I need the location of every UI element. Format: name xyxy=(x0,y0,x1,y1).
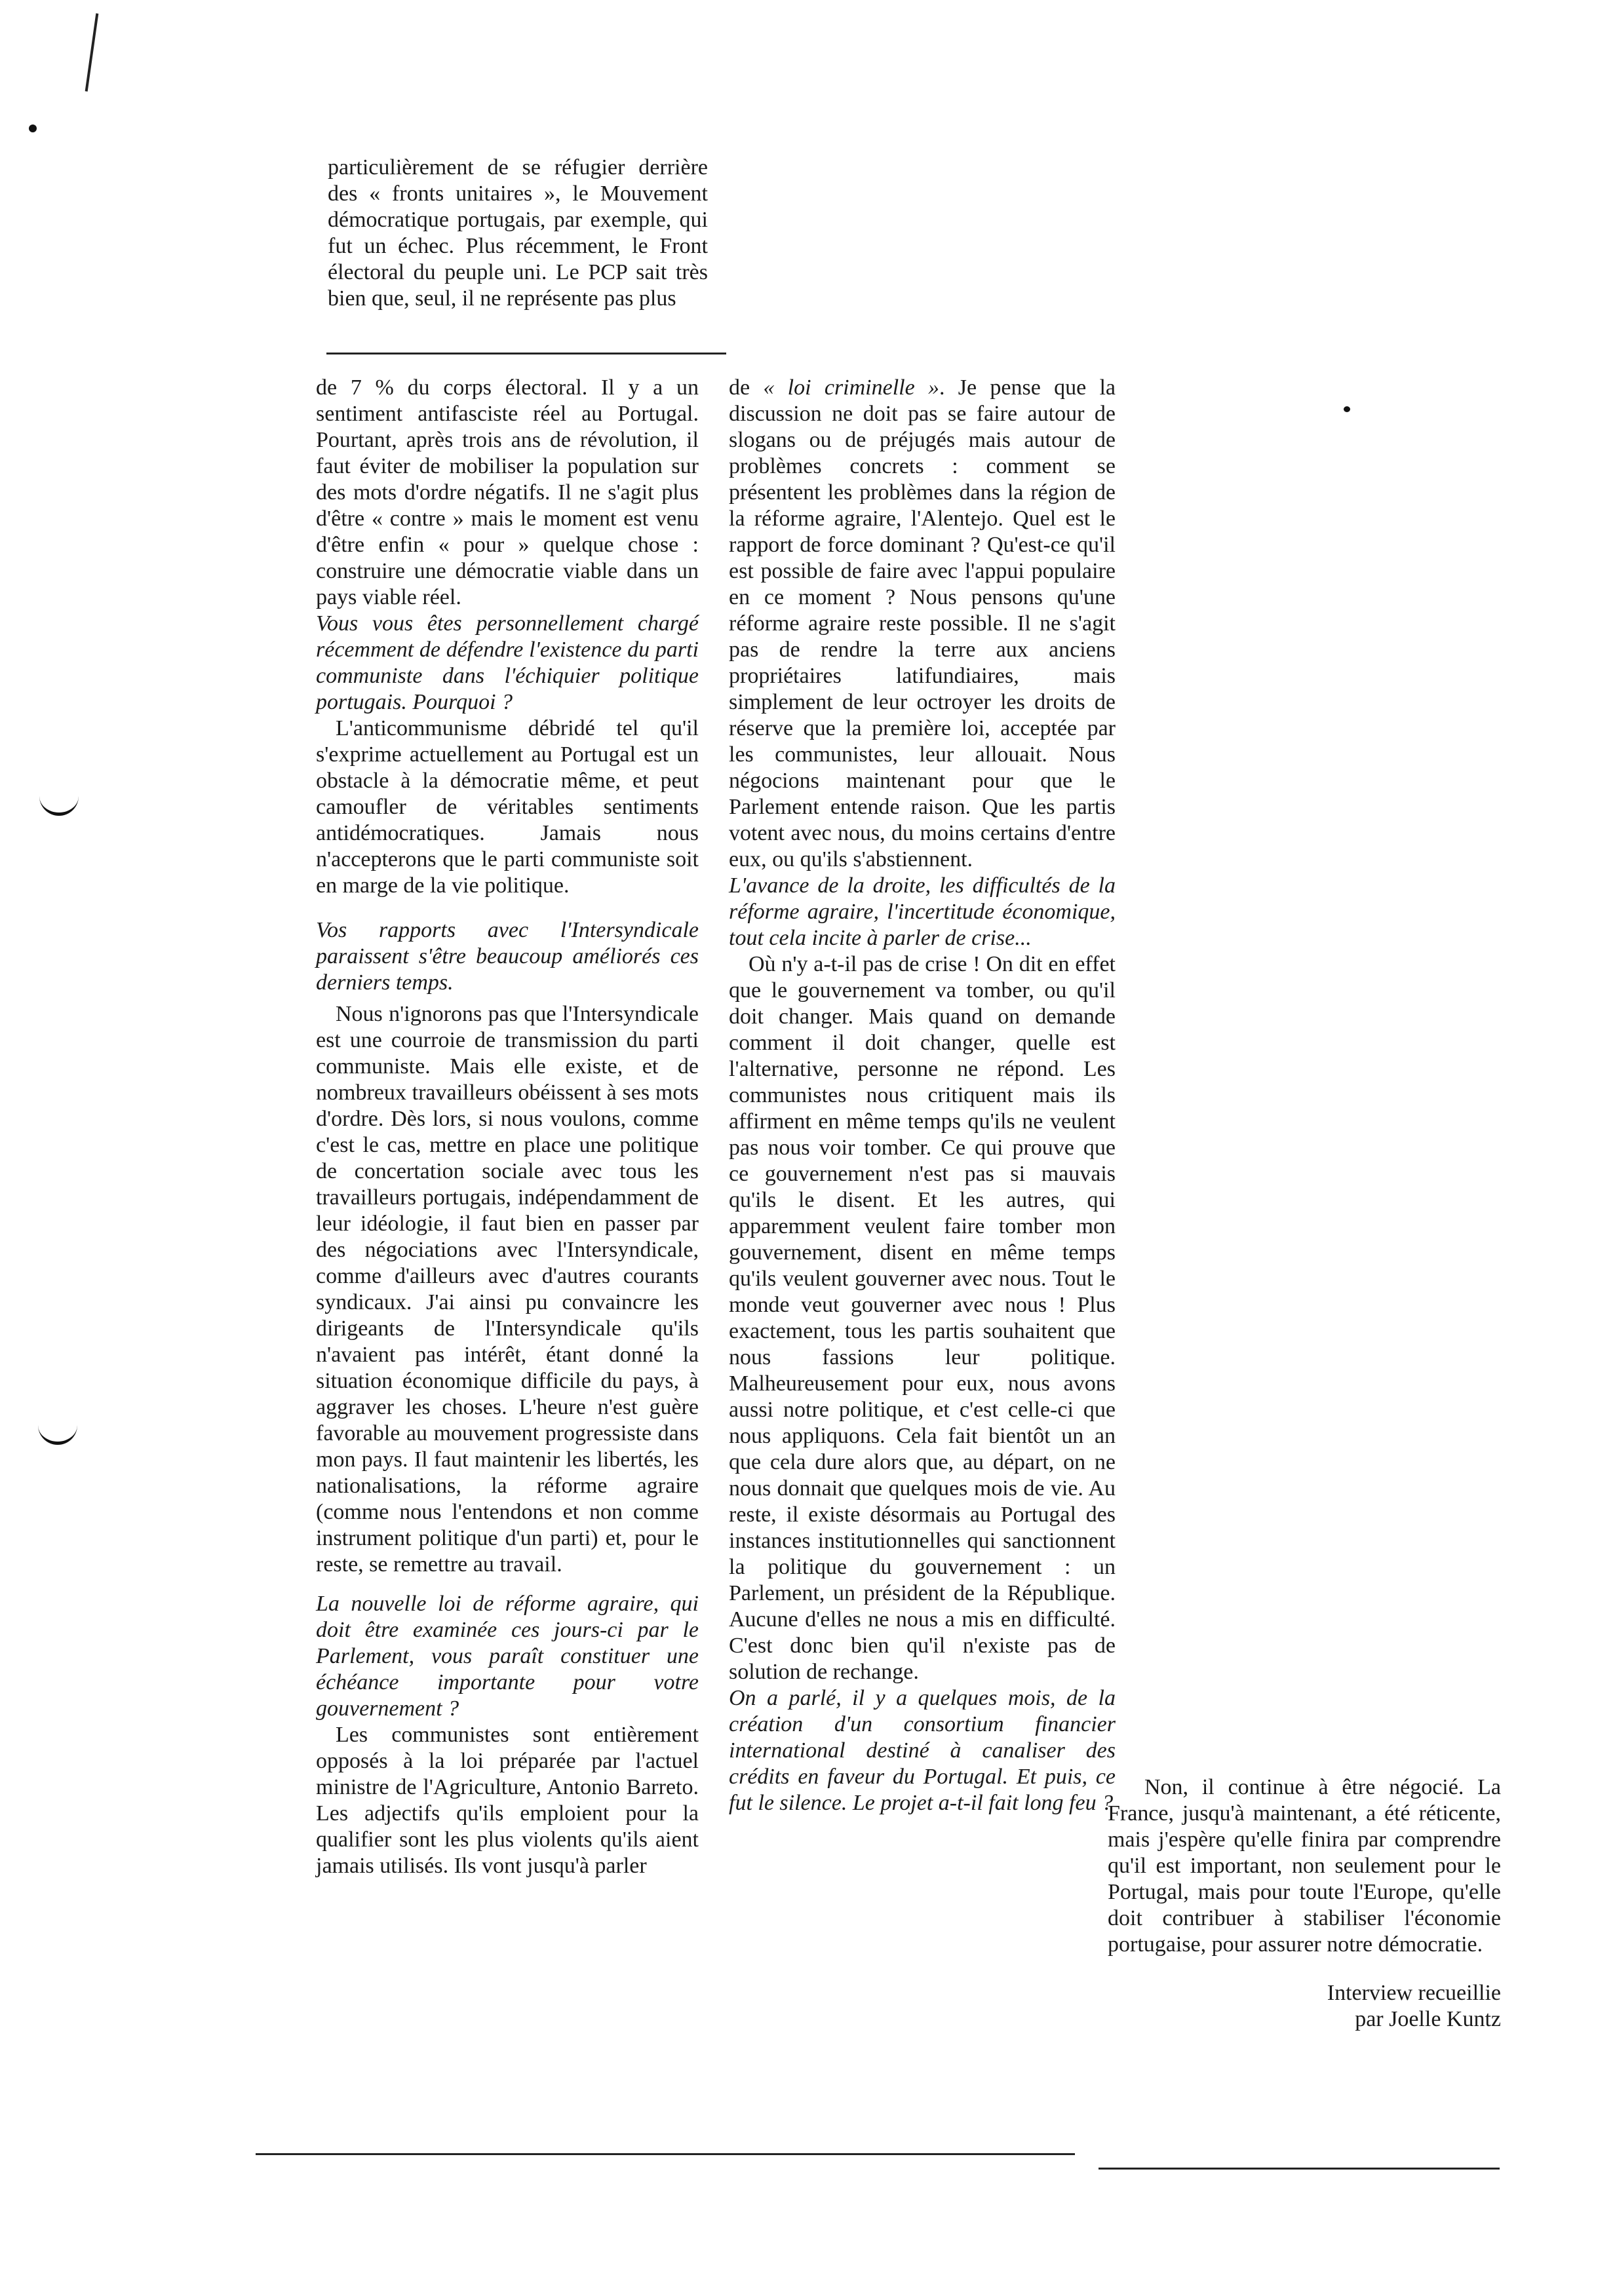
answer-paragraph: Les communistes sont entièrement opposés à la loi préparée par l'actuel ministre de l'Agriculture, Antonio Barreto. Les adjectifs qu'ils emploient pour la qualifier sont les plus violents qu'ils aient jamais utilisés. Ils vont jusqu'à parler xyxy=(316,1723,699,1878)
answer-paragraph: Où n'y a-t-il pas de crise ! On dit en effet que le gouvernement va tomber, ou qu'il doit changer. Mais quand on demande comment il doit changer, quelle est l'alternative, personne ne répond. Les communistes nous critiquent mais ils affirment en même temps qu'ils ne veulent pas nous voir tomber. Ce qui prouve que ce gouvernement n'est pas si mauvais qu'ils le disent. Et les autres, qui apparemment veulent faire tomber mon gouvernement, disent en même temps qu'ils veulent gouverner avec nous. Tout le monde veut gouverner avec nous ! Plus exactement, tous les partis souhaitent que nous fassions leur politique. Malheureusement pour eux, nous avons aussi notre politique, et c'est celle-ci que nous appliquons. Cela fait bientôt un an que cela dure alors que, au départ, on ne nous donnait que quelques mois de vie. Au reste, il existe désormais au Portugal des instances institutionnelles qui sanctionnent la politique du gouvernement : un Parlement, un président de la République. Aucune d'elles ne nous a mis en difficulté. C'est donc bien qu'il n'existe pas de solution de rechange. xyxy=(729,952,1116,1684)
byline: Interview recueillie xyxy=(1327,1981,1501,2005)
byline: par Joelle Kuntz xyxy=(1355,2007,1501,2031)
question-paragraph: Vous vous êtes personnellement chargé récemment de défendre l'existence du parti communiste dans l'échiquier politique portugais. Pourquoi ? xyxy=(316,611,699,714)
answer-paragraph: de « loi criminelle ». Je pense que la discussion ne doit pas se faire autour de slogans ou de préjugés mais autour de problèmes concrets : comment se présentent les problèmes dans la région de la réforme agraire, l'Alentejo. Quel est le rapport de force dominant ? Qu'est-ce qu'il est possible de faire avec l'appui populaire en ce moment ? Nous pensons qu'une réforme agraire reste possible. Il ne s'agit pas de rendre la terre aux anciens propriétaires latifundiaires, mais simplement de leur octroyer les droits de réserve que la première loi, acceptée par les communistes, leur allouait. Nous négocions maintenant pour que le Parlement entende raison. Que les partis votent avec nous, du moins certains d'entre eux, ou qu'ils s'abstiennent. xyxy=(729,375,1116,871)
scan-speck xyxy=(29,124,37,132)
question-paragraph: L'avance de la droite, les difficultés de la réforme agraire, l'incertitude économique, tout cela incite à parler de crise... xyxy=(729,873,1116,950)
question-paragraph: On a parlé, il y a quelques mois, de la création d'un consortium financier international destiné à canaliser des crédits en faveur du Portugal. Et puis, ce fut le silence. Le projet a-t-il fait long feu ? xyxy=(729,1686,1116,1815)
binding-mark xyxy=(38,1422,77,1445)
answer-paragraph: Non, il continue à être négocié. La France, jusqu'à maintenant, a été réticente, mais j'espère qu'elle finira par comprendre qu'il est important, non seulement pour le Portugal, mais pour toute l'Europe, qu'elle doit contribuer à stabiliser l'économie portugaise, pour assurer notre démocratie. xyxy=(1108,1775,1501,1957)
column-3 xyxy=(1108,1774,1501,2033)
intro-paragraph: particulièrement de se réfugier derrière des « fronts unitaires », le Mouvement démocratique portugais, par exemple, qui fut un échec. Plus récemment, le Front électoral du peuple uni. Le PCP sait très bien que, seul, il ne représente pas plus xyxy=(328,155,708,311)
binding-mark xyxy=(39,793,79,816)
question-paragraph: La nouvelle loi de réforme agraire, qui doit être examinée ces jours-ci par le Parlement, vous paraît constituer une échéance importante pour votre gouvernement ? xyxy=(316,1592,699,1721)
column-2 xyxy=(729,375,1116,1816)
answer-paragraph: de 7 % du corps électoral. Il y a un sentiment antifasciste réel au Portugal. Pourtant, après trois ans de révolution, il faut éviter de mobiliser la population sur des mots d'ordre négatifs. Il ne s'agit plus d'être « contre » mais le moment est venu d'être enfin « pour » quelque chose : construire une démocratie viable dans un pays viable réel. xyxy=(316,375,699,609)
quoted-phrase: « loi criminelle » xyxy=(763,375,939,400)
bottom-rule-left xyxy=(256,2153,1075,2155)
intro-rule xyxy=(326,353,726,354)
bottom-rule-right xyxy=(1099,2168,1500,2170)
scan-streak xyxy=(85,13,99,91)
answer-paragraph: L'anticommunisme débridé tel qu'il s'exprime actuellement au Portugal est un obstacle à la démocratie même, et peut camoufler de véritables sentiments antidémocratiques. Jamais nous n'accepterons que le parti communiste soit en marge de la vie politique. xyxy=(316,716,699,898)
column-1 xyxy=(316,375,699,1879)
answer-paragraph: Nous n'ignorons pas que l'Intersyndicale est une courroie de transmission du parti communiste. Mais elle existe, et de nombreux travailleurs obéissent à ses mots d'ordre. Dès lors, si nous voulons, comme c'est le cas, mettre en place une politique de concertation sociale avec tous les travailleurs portugais, indépendamment de leur idéologie, il faut bien en passer par des négociations avec l'Intersyndicale, comme d'ailleurs avec d'autres courants syndicaux. J'ai ainsi pu convaincre les dirigeants de l'Intersyndicale qu'ils n'avaient pas intérêt, étant donné la situation économique difficile du pays, à aggraver les choses. L'heure n'est guère favorable au mouvement progressiste dans mon pays. Il faut maintenir les libertés, les nationalisations, la réforme agraire (comme nous l'entendons et non comme instrument politique d'un parti) et, pour le reste, se remettre au travail. xyxy=(316,1002,699,1577)
question-paragraph: Vos rapports avec l'Intersyndicale paraissent s'être beaucoup améliorés ces derniers temps. xyxy=(316,918,699,995)
scan-speck xyxy=(1344,406,1350,412)
